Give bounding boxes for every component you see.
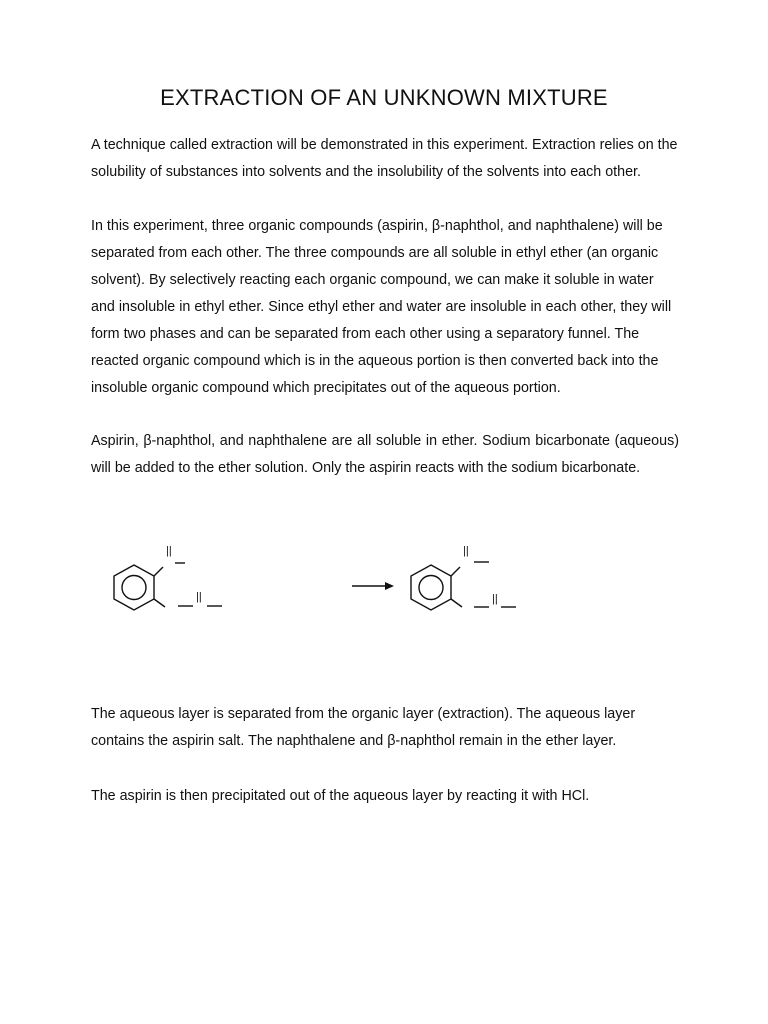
reactant-bond-lower [154, 599, 165, 607]
product-bond-lower [451, 599, 462, 607]
reaction-arrow [352, 582, 394, 590]
product-benzene-ring [411, 565, 451, 610]
product-structure [411, 562, 516, 610]
product-bond-upper [451, 567, 460, 576]
reactant-double-bond-upper: || [166, 545, 172, 557]
reactant-benzene-ring [114, 565, 154, 610]
paragraph-intro: A technique called extraction will be demonstrated in this experiment. Extraction relies on the solubility of substances into solvents and the insolubility of the solvents into each other. [91, 137, 678, 180]
reaction-diagram [0, 530, 768, 640]
paragraph-bicarbonate: Aspirin, β-naphthol, and naphthalene are all soluble in ether. Sodium bicarbonate (aqueous) will be added to the ether solution. Only the aspirin reacts with the sodium bicarbonate. [91, 433, 679, 476]
paragraph-precipitation: The aspirin is then precipitated out of the aqueous layer by reacting it with HCl. [91, 788, 590, 804]
paragraph-experiment: In this experiment, three organic compounds (aspirin, β-naphthol, and naphthalene) will be separated from each other. The three compounds are all soluble in ethyl ether (an organic solvent). By selectively reacting each organic compound, we can make it soluble in water and insoluble in ethyl ether. Since ethyl ether and water are insoluble in each other, they will form two phases and can be separated from each other using a separatory funnel. The reacted organic compound which is in the aqueous portion is then converted back into the insoluble organic compound which precipitates out of the aqueous portion. [91, 218, 672, 396]
product-double-bond-upper: || [463, 545, 469, 557]
reaction-scheme [0, 530, 768, 640]
reactant-aromatic-circle [122, 576, 146, 600]
reactant-double-bond-lower: || [196, 591, 202, 603]
reactant-bond-upper [154, 567, 163, 576]
page-title: EXTRACTION OF AN UNKNOWN MIXTURE [160, 84, 608, 110]
reactant-structure [114, 563, 222, 610]
product-aromatic-circle [419, 576, 443, 600]
product-double-bond-lower: || [492, 593, 498, 605]
paragraph-aqueous-layer: The aqueous layer is separated from the organic layer (extraction). The aqueous layer contains the aspirin salt. The naphthalene and β-naphthol remain in the ether layer. [91, 706, 636, 749]
